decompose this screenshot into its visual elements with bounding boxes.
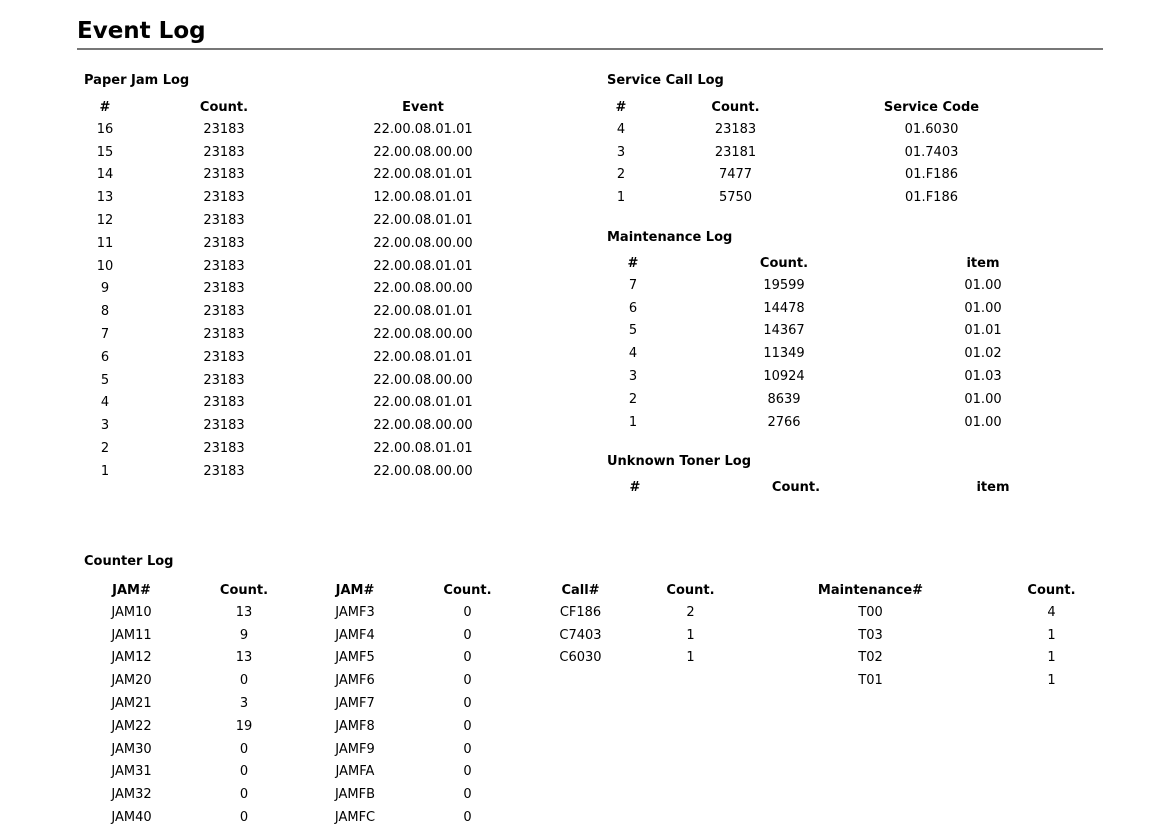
table-cell: 7477 xyxy=(718,167,753,183)
column-header: Count. xyxy=(771,479,821,495)
table-row xyxy=(84,392,524,415)
table-row xyxy=(754,647,1116,670)
paper-jam-log-title: Paper Jam Log xyxy=(84,73,190,88)
table-cell: 0 xyxy=(463,718,472,734)
table-cell: 01.00 xyxy=(964,391,1002,407)
table-cell: 11 xyxy=(96,235,114,251)
table-cell: 2 xyxy=(686,604,695,620)
table-cell: 1 xyxy=(686,650,695,666)
table-header-row xyxy=(607,476,1057,498)
table-row xyxy=(84,761,309,784)
table-header-row xyxy=(607,96,1027,118)
table-cell: JAMF6 xyxy=(335,673,375,689)
table-header-row xyxy=(754,579,1116,601)
column-header: # xyxy=(99,99,111,115)
table-row xyxy=(84,806,309,829)
column-header: Count. xyxy=(666,582,715,598)
table-cell: 12 xyxy=(96,213,114,229)
table-row xyxy=(84,186,524,209)
table-row xyxy=(309,647,534,670)
table-cell: 22.00.08.00.00 xyxy=(373,418,473,434)
table-row xyxy=(84,692,309,715)
table-cell: 23183 xyxy=(203,418,245,434)
table-cell: CF186 xyxy=(559,604,602,620)
table-row xyxy=(84,209,524,232)
table-cell: JAMF8 xyxy=(335,718,375,734)
table-cell: 23183 xyxy=(203,441,245,457)
table-row xyxy=(534,601,754,624)
table-cell: 5750 xyxy=(718,190,753,206)
table-row xyxy=(607,274,1057,297)
table-cell: JAM21 xyxy=(111,696,152,712)
table-cell: 22.00.08.00.00 xyxy=(373,281,473,297)
table-cell: JAM20 xyxy=(111,673,152,689)
table-cell: 10 xyxy=(96,258,114,274)
table-row xyxy=(607,342,1057,365)
table-cell: 13 xyxy=(96,190,114,206)
table-cell: 3 xyxy=(628,369,638,385)
column-header: Count. xyxy=(443,582,492,598)
table-cell: JAM11 xyxy=(111,627,152,643)
table-cell: 2766 xyxy=(767,414,801,430)
table-row xyxy=(607,320,1057,343)
table-cell: 23183 xyxy=(203,190,245,206)
table-cell: 12.00.08.01.01 xyxy=(373,190,473,206)
counter-jam-table-a xyxy=(84,579,309,829)
table-cell: 5 xyxy=(100,372,110,388)
table-cell: 01.02 xyxy=(964,346,1002,362)
table-row xyxy=(84,164,524,187)
table-cell: 13 xyxy=(235,650,253,666)
table-cell: T01 xyxy=(858,673,883,689)
table-row xyxy=(84,460,524,483)
table-cell: 1 xyxy=(616,190,626,206)
table-cell: 22.00.08.00.00 xyxy=(373,327,473,343)
table-cell: 22.00.08.00.00 xyxy=(373,463,473,479)
table-cell: JAMFB xyxy=(334,787,376,803)
table-cell: 22.00.08.01.01 xyxy=(373,258,473,274)
table-cell: 23183 xyxy=(203,144,245,160)
table-cell: C6030 xyxy=(559,650,602,666)
page-title: Event Log xyxy=(77,14,1103,50)
table-cell: 10924 xyxy=(763,369,805,385)
table-cell: 22.00.08.00.00 xyxy=(373,235,473,251)
table-cell: 0 xyxy=(239,673,249,689)
maintenance-log-table xyxy=(607,252,1057,434)
table-cell: 2 xyxy=(628,391,638,407)
table-cell: 3 xyxy=(239,696,249,712)
table-row xyxy=(309,692,534,715)
table-cell: 01.00 xyxy=(964,300,1002,316)
table-row xyxy=(84,738,309,761)
counter-call-table xyxy=(534,579,754,669)
table-cell: 3 xyxy=(616,144,626,160)
column-header: # xyxy=(615,99,627,115)
table-row xyxy=(84,300,524,323)
table-row xyxy=(84,715,309,738)
table-cell: 19599 xyxy=(763,277,805,293)
table-cell: 0 xyxy=(463,627,472,643)
table-cell: JAMF3 xyxy=(335,604,375,620)
table-row xyxy=(84,783,309,806)
table-cell: 0 xyxy=(239,810,249,826)
table-cell: 0 xyxy=(239,764,249,780)
table-cell: 1 xyxy=(628,414,638,430)
table-cell: 16 xyxy=(96,121,114,137)
table-row xyxy=(309,806,534,829)
table-cell: 23183 xyxy=(203,258,245,274)
table-row xyxy=(754,601,1116,624)
service-call-log-table xyxy=(607,96,1027,209)
table-cell: 23183 xyxy=(714,121,757,137)
table-row xyxy=(84,255,524,278)
table-row xyxy=(607,141,1027,164)
table-cell: 22.00.08.01.01 xyxy=(373,121,473,137)
table-cell: 01.00 xyxy=(964,414,1002,430)
table-row xyxy=(607,118,1027,141)
table-row xyxy=(309,783,534,806)
table-cell: JAM32 xyxy=(111,787,152,803)
table-cell: T00 xyxy=(858,604,883,620)
table-row xyxy=(84,278,524,301)
table-row xyxy=(607,365,1057,388)
table-row xyxy=(309,601,534,624)
table-cell: 01.6030 xyxy=(904,121,959,137)
table-cell: 0 xyxy=(463,673,472,689)
table-cell: 14367 xyxy=(763,323,805,339)
table-cell: 0 xyxy=(463,764,472,780)
table-header-row xyxy=(84,96,524,118)
table-cell: JAM12 xyxy=(111,650,152,666)
table-cell: 23183 xyxy=(203,213,245,229)
counter-maintenance-table xyxy=(754,579,1116,692)
table-cell: 4 xyxy=(628,346,638,362)
column-header: Count. xyxy=(1027,582,1076,598)
table-cell: 8 xyxy=(100,304,110,320)
table-cell: 0 xyxy=(239,741,249,757)
table-row xyxy=(754,669,1116,692)
table-cell: 14478 xyxy=(763,300,805,316)
table-cell: 9 xyxy=(100,281,110,297)
table-row xyxy=(607,297,1057,320)
table-cell: 0 xyxy=(463,650,472,666)
table-cell: 2 xyxy=(100,441,110,457)
table-cell: 22.00.08.01.01 xyxy=(373,304,473,320)
table-cell: 22.00.08.01.01 xyxy=(373,349,473,365)
counter-jam-table-b xyxy=(309,579,534,829)
table-header-row xyxy=(84,579,309,601)
table-cell: 22.00.08.00.00 xyxy=(373,372,473,388)
column-header: JAM# xyxy=(112,582,151,598)
column-header: Maintenance# xyxy=(817,582,924,598)
table-cell: JAMF7 xyxy=(335,696,375,712)
table-cell: 9 xyxy=(239,627,249,643)
table-cell: JAM31 xyxy=(111,764,152,780)
table-cell: 22.00.08.01.01 xyxy=(373,167,473,183)
table-cell: T03 xyxy=(858,627,883,643)
table-cell: 23183 xyxy=(203,463,245,479)
table-cell: 19 xyxy=(235,718,253,734)
table-cell: JAM30 xyxy=(111,741,152,757)
table-cell: 0 xyxy=(463,604,472,620)
table-header-row xyxy=(607,252,1057,274)
table-row xyxy=(309,669,534,692)
table-cell: 23183 xyxy=(203,304,245,320)
table-cell: 23183 xyxy=(203,235,245,251)
maintenance-log-title: Maintenance Log xyxy=(607,230,733,245)
table-cell: JAM40 xyxy=(111,810,152,826)
table-row xyxy=(84,141,524,164)
table-row xyxy=(309,738,534,761)
table-cell: 4 xyxy=(1047,604,1056,620)
table-cell: 11349 xyxy=(763,346,805,362)
table-cell: 22.00.08.01.01 xyxy=(373,213,473,229)
column-header: Count. xyxy=(219,582,269,598)
table-cell: JAMF4 xyxy=(335,627,375,643)
table-row xyxy=(84,323,524,346)
table-cell: 01.F186 xyxy=(905,190,958,206)
column-header: # xyxy=(627,255,639,271)
table-cell: JAM10 xyxy=(111,604,152,620)
column-header: Count. xyxy=(199,99,249,115)
table-cell: 23181 xyxy=(714,144,757,160)
table-cell: 1 xyxy=(100,463,110,479)
column-header: Count. xyxy=(759,255,809,271)
table-cell: 0 xyxy=(463,787,472,803)
table-cell: 5 xyxy=(628,323,638,339)
table-cell: 7 xyxy=(100,327,110,343)
table-row xyxy=(607,164,1027,187)
table-cell: 0 xyxy=(239,787,249,803)
table-row xyxy=(84,118,524,141)
service-call-log-title: Service Call Log xyxy=(607,73,724,88)
column-header: item xyxy=(976,479,1010,495)
table-cell: 22.00.08.01.01 xyxy=(373,441,473,457)
table-row xyxy=(534,647,754,670)
table-cell: 1 xyxy=(1047,673,1056,689)
table-row xyxy=(84,346,524,369)
table-row xyxy=(84,369,524,392)
table-cell: 2 xyxy=(616,167,626,183)
table-row xyxy=(309,761,534,784)
column-header: Event xyxy=(402,99,444,115)
table-row xyxy=(754,624,1116,647)
table-cell: JAMFA xyxy=(335,764,375,780)
table-cell: 0 xyxy=(463,696,472,712)
table-row xyxy=(84,669,309,692)
table-cell: 15 xyxy=(96,144,114,160)
unknown-toner-log-table xyxy=(607,476,1057,498)
table-cell: 23183 xyxy=(203,349,245,365)
table-cell: 23183 xyxy=(203,281,245,297)
column-header: Call# xyxy=(561,582,600,598)
table-cell: 01.01 xyxy=(964,323,1002,339)
table-cell: T02 xyxy=(858,650,883,666)
table-cell: 01.00 xyxy=(964,277,1002,293)
table-row xyxy=(84,601,309,624)
table-cell: JAMFC xyxy=(334,810,376,826)
table-cell: 01.7403 xyxy=(904,144,959,160)
table-cell: JAMF5 xyxy=(335,650,375,666)
table-cell: 1 xyxy=(1047,650,1056,666)
table-header-row xyxy=(534,579,754,601)
column-header: # xyxy=(629,479,641,495)
table-cell: 6 xyxy=(100,349,110,365)
table-cell: JAMF9 xyxy=(335,741,375,757)
table-cell: 22.00.08.00.00 xyxy=(373,144,473,160)
unknown-toner-log-title: Unknown Toner Log xyxy=(607,454,752,469)
table-cell: 1 xyxy=(1047,627,1056,643)
counter-log-title: Counter Log xyxy=(84,554,174,569)
table-cell: 1 xyxy=(686,627,695,643)
column-header: Service Code xyxy=(883,99,980,115)
table-cell: 8639 xyxy=(767,391,801,407)
table-cell: 23183 xyxy=(203,167,245,183)
table-cell: 01.F186 xyxy=(905,167,958,183)
paper-jam-log-table xyxy=(84,96,524,483)
table-row xyxy=(309,624,534,647)
table-cell: 0 xyxy=(463,810,472,826)
table-row xyxy=(84,647,309,670)
table-cell: 01.03 xyxy=(964,369,1002,385)
table-cell: C7403 xyxy=(559,627,602,643)
table-row xyxy=(607,411,1057,434)
table-cell: 23183 xyxy=(203,395,245,411)
table-row xyxy=(84,624,309,647)
table-row xyxy=(84,414,524,437)
table-row xyxy=(534,624,754,647)
table-cell: JAM22 xyxy=(111,718,152,734)
table-cell: 6 xyxy=(628,300,638,316)
table-cell: 7 xyxy=(628,277,638,293)
table-row xyxy=(607,388,1057,411)
table-row xyxy=(309,715,534,738)
column-header: item xyxy=(966,255,1000,271)
table-cell: 22.00.08.01.01 xyxy=(373,395,473,411)
table-cell: 4 xyxy=(100,395,110,411)
table-header-row xyxy=(309,579,534,601)
column-header: Count. xyxy=(711,99,760,115)
table-cell: 23183 xyxy=(203,121,245,137)
table-cell: 4 xyxy=(616,121,626,137)
table-row xyxy=(84,232,524,255)
table-cell: 23183 xyxy=(203,372,245,388)
table-cell: 14 xyxy=(96,167,114,183)
table-cell: 3 xyxy=(100,418,110,434)
table-row xyxy=(607,186,1027,209)
table-row xyxy=(84,437,524,460)
table-cell: 0 xyxy=(463,741,472,757)
column-header: JAM# xyxy=(335,582,375,598)
table-cell: 13 xyxy=(235,604,253,620)
table-cell: 23183 xyxy=(203,327,245,343)
